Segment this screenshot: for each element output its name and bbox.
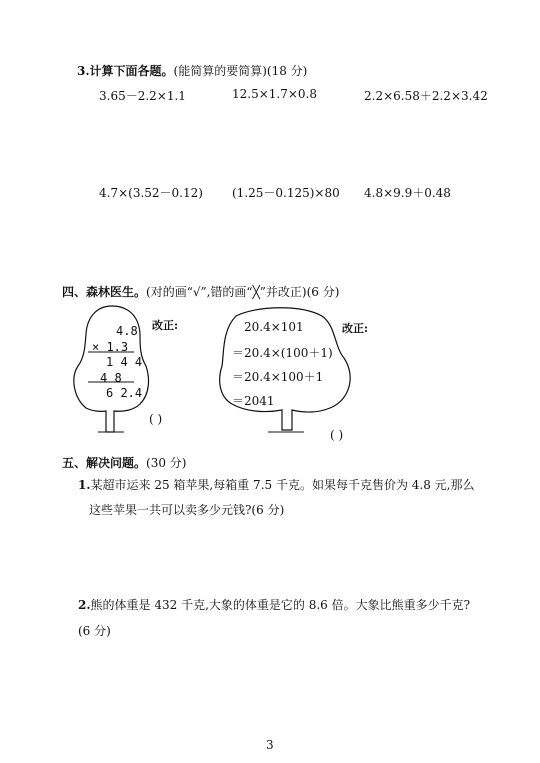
tree2-line-2: ＝20.4×(100＋1) [232, 346, 333, 360]
calc-problem-4: 4.7×(3.52－0.12) [99, 186, 203, 200]
calc-problem-6: 4.8×9.9＋0.48 [364, 186, 451, 200]
section3-title: 计算下面各题。 [89, 64, 174, 78]
calc-problem-5: (1.25－0.125)×80 [232, 186, 340, 200]
q2-number: 2. [78, 598, 91, 612]
calc-problem-1: 3.65－2.2×1.1 [99, 89, 186, 103]
tree1-line-1: 4.8 [116, 324, 138, 338]
q1-number: 1. [78, 478, 91, 492]
tree2-line-4: ＝2041 [232, 394, 275, 408]
calc-problem-2: 12.5×1.7×0.8 [232, 87, 317, 101]
q1-line-2: 这些苹果一共可以卖多少元钱?(6 分) [89, 503, 285, 517]
calc-problem-3: 2.2×6.58＋2.2×3.42 [364, 89, 488, 103]
tree2-correct-label: 改正: [342, 322, 369, 335]
section4-note: (对的画“√”,错的画“╳”并改正)(6 分) [146, 285, 340, 299]
section5-note: (30 分) [146, 456, 187, 470]
tree1-line-4: 4 8 [100, 371, 122, 385]
tree1-line-3: 1 4 4 [106, 355, 143, 369]
tree2-line-1: 20.4×101 [244, 320, 304, 334]
section4-title: 四、森林医生。 [62, 285, 147, 299]
q1-line-1 [78, 476, 475, 493]
q1-text-1: 某超市运来 25 箱苹果,每箱重 7.5 千克。如果每千克售价为 4.8 元,那么 [90, 478, 475, 492]
tree1-answer-paren: ( ) [149, 412, 163, 426]
page-number: 3 [266, 738, 274, 752]
tree2-answer-paren: ( ) [330, 428, 344, 442]
q2-text-1: 熊的体重是 432 千克,大象的体重是它的 8.6 倍。大象比熊重多少千克? [90, 598, 471, 612]
tree2-line-3: ＝20.4×100＋1 [232, 370, 324, 384]
section3-number: 3. [77, 64, 90, 78]
section5-heading [62, 454, 186, 471]
tree1-line-5: 6 2.4 [106, 386, 143, 400]
section5-title: 五、解决问题。 [62, 456, 147, 470]
q2-line-2: (6 分) [78, 624, 111, 638]
tree1-line-2: × 1.3 [92, 340, 129, 354]
tree1-correct-label: 改正: [152, 319, 179, 332]
section3-note: (能简算的要简算)(18 分) [173, 64, 308, 78]
q2-line-1 [78, 596, 470, 613]
